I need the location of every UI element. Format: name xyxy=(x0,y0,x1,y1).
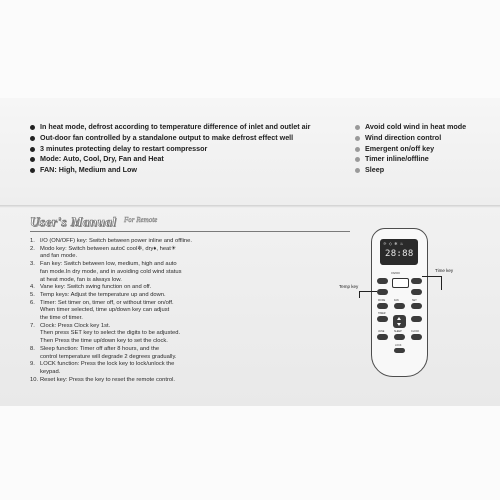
button-label: FAN xyxy=(394,299,399,302)
instruction-line: Timer: Set timer on, timer off, or without timer on/off. xyxy=(40,299,174,306)
instruction-number: 6. xyxy=(30,299,35,306)
bullet-icon xyxy=(355,136,360,141)
button-label: VANE xyxy=(378,330,385,333)
instruction-number: 3. xyxy=(30,261,35,268)
feature-item xyxy=(355,165,466,176)
time-up-button xyxy=(411,278,422,284)
instruction-number: 2. xyxy=(30,245,35,252)
temp-callout-line xyxy=(359,291,360,298)
sleep-button xyxy=(394,334,405,340)
button-label: TIMER xyxy=(378,312,386,315)
instruction-line: fan mode.In dry mode, and in avoiding cold wind status xyxy=(40,268,182,275)
instructions-list xyxy=(30,238,335,384)
instruction-item xyxy=(30,261,335,284)
instruction-line: and fan mode. xyxy=(40,253,78,260)
vane-button xyxy=(377,334,388,340)
bullet-icon xyxy=(355,125,360,130)
instruction-line: Vane key: Switch swing function on and off. xyxy=(40,284,152,291)
arrow-up-icon xyxy=(397,317,401,320)
side-button xyxy=(411,316,422,322)
instruction-number: 10. xyxy=(30,376,39,383)
onoff-button xyxy=(392,278,409,288)
instruction-line: keypad. xyxy=(40,368,61,375)
instruction-line: Sleep function: Timer off after 8 hours, and the xyxy=(40,345,160,352)
feature-text: FAN: High, Medium and Low xyxy=(40,165,138,175)
button-label: SLEEP xyxy=(394,330,402,333)
remote-control xyxy=(371,228,428,377)
instruction-line: Modo key: Switch between autoⅽ cool❄, dry♦, heat☀ xyxy=(40,245,177,252)
header-rule xyxy=(30,231,350,232)
instruction-line: the time of timer. xyxy=(40,315,83,322)
onoff-label: ON/OFF xyxy=(391,272,401,275)
feature-text: 3 minutes protecting delay to restart compressor xyxy=(40,143,208,153)
instruction-line: Then press SET key to select the digits to be adjusted. xyxy=(40,330,181,337)
instruction-line: at heat mode, fan is always low. xyxy=(40,276,122,283)
temp-down-button xyxy=(377,289,388,295)
bullet-icon xyxy=(355,157,360,162)
instruction-line: Temp keys: Adjust the temperature up and down. xyxy=(40,291,166,298)
instruction-line: Clock: Press Clock key 1st. xyxy=(40,322,111,329)
fan-button xyxy=(394,303,405,309)
bullet-icon xyxy=(30,157,35,162)
manual-header xyxy=(30,214,230,230)
instruction-item xyxy=(30,346,335,361)
instruction-number: 8. xyxy=(30,345,35,352)
temp-up-button xyxy=(377,278,388,284)
bullet-icon xyxy=(30,147,35,152)
button-label: SET xyxy=(412,299,417,302)
feature-text: Wind direction control xyxy=(365,132,442,142)
instruction-item xyxy=(30,377,335,385)
manual-subtitle: For Remote xyxy=(124,216,158,224)
instruction-line: Fan key: Switch between low, medium, high and auto xyxy=(40,261,177,268)
remote-illustration xyxy=(339,228,465,388)
instruction-item xyxy=(30,246,335,261)
time-callout-line xyxy=(441,276,442,290)
timer-button xyxy=(377,316,388,322)
button-label: CLOCK xyxy=(411,330,420,333)
temp-callout-line xyxy=(359,291,377,292)
feature-text: Sleep xyxy=(365,165,385,175)
bullet-icon xyxy=(30,136,35,141)
instruction-number: 9. xyxy=(30,361,35,368)
instruction-item xyxy=(30,284,335,292)
feature-text: Out-door fan controlled by a standalone output to make defrost effect well xyxy=(40,132,294,142)
instruction-line: I/O (ON/OFF) key: Switch between power inline and offline. xyxy=(40,238,192,244)
instruction-line: control temperature will degrade 2 degrees gradually. xyxy=(40,353,177,360)
instruction-line: When timer selected, time up/down key can adjust xyxy=(40,307,170,314)
instruction-item xyxy=(30,361,335,376)
instruction-number: 1. xyxy=(30,238,35,244)
lcd-digits: 28:88 xyxy=(385,249,414,259)
bullet-icon xyxy=(30,125,35,130)
arrow-down-icon xyxy=(397,323,401,326)
lcd-mode-icons: ☼ ◇ ❄ ♨ xyxy=(383,241,404,246)
button-label: LOCK xyxy=(395,344,402,347)
feature-text: Timer inline/offline xyxy=(365,154,429,164)
feature-text: Mode: Auto, Cool, Dry, Fan and Heat xyxy=(40,154,164,164)
feature-item xyxy=(30,144,310,155)
time-down-button xyxy=(411,289,422,295)
mode-button xyxy=(377,303,388,309)
feature-item xyxy=(30,122,310,133)
up-down-key xyxy=(393,315,406,328)
feature-item xyxy=(355,133,466,144)
bullet-icon xyxy=(355,168,360,173)
feature-item xyxy=(355,154,466,165)
feature-item xyxy=(355,122,466,133)
instruction-item xyxy=(30,300,335,323)
instruction-item xyxy=(30,238,335,246)
instruction-item xyxy=(30,323,335,346)
instruction-line: Reset key: Press the key to reset the remote control. xyxy=(40,376,175,383)
bullet-icon xyxy=(355,147,360,152)
feature-text: In heat mode, defrost according to temperature difference of inlet and outlet air xyxy=(40,122,311,131)
feature-item xyxy=(30,133,310,144)
feature-item xyxy=(355,144,466,155)
feature-item xyxy=(30,154,310,165)
set-button xyxy=(411,303,422,309)
instruction-number: 4. xyxy=(30,284,35,291)
feature-text: Emergent on/off key xyxy=(365,143,435,153)
instruction-number: 5. xyxy=(30,291,35,298)
time-key-callout: Time key xyxy=(435,268,454,273)
feature-text: Avoid cold wind in heat mode xyxy=(365,122,467,131)
clock-button xyxy=(411,334,422,340)
features-list-right xyxy=(355,122,466,176)
feature-item xyxy=(30,165,310,176)
features-list-left xyxy=(30,122,310,176)
lcd-display xyxy=(380,239,418,265)
manual-title: User's Manual xyxy=(30,214,117,229)
time-callout-line xyxy=(422,276,442,277)
button-label: MODE xyxy=(378,299,386,302)
lock-button xyxy=(394,348,405,353)
temp-key-callout: Temp key xyxy=(339,284,359,289)
bullet-icon xyxy=(30,168,35,173)
instruction-number: 7. xyxy=(30,322,35,329)
instruction-item xyxy=(30,292,335,300)
instruction-line: Then Press the time up/down key to set the clock. xyxy=(40,338,168,345)
fold-divider xyxy=(0,205,500,208)
instruction-line: LOCK function: Press the lock key to lock/unlock the xyxy=(40,361,175,368)
